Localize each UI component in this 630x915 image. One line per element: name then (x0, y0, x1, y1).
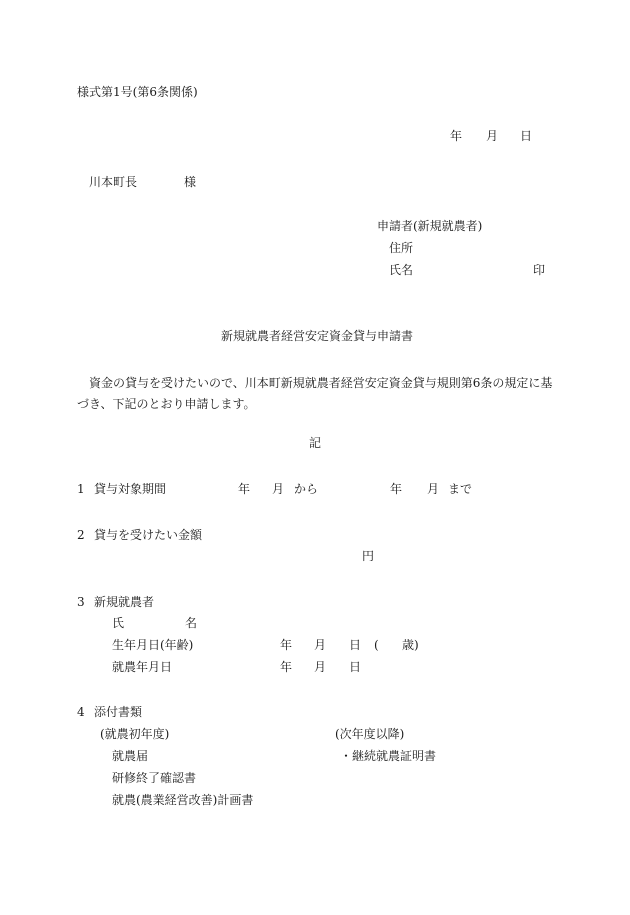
item4-later-year-heading: (次年度以降) (335, 727, 405, 741)
item4-later-doc-1: ・継続就農証明書 (340, 749, 437, 763)
item3-start-month: 月 (314, 660, 327, 674)
item1-to-month: 月 (427, 482, 440, 496)
item4-label: 添付書類 (94, 705, 143, 719)
item4-first-doc-1: 就農届 (112, 749, 149, 763)
item3-start-year: 年 (280, 660, 293, 674)
item1-from-word: から (294, 482, 319, 496)
item2-label: 貸与を受けたい金額 (94, 528, 203, 542)
addressee-honorific: 様 (184, 175, 197, 189)
document-title: 新規就農者経営安定資金貸与申請書 (221, 329, 414, 343)
date-month-label: 月 (486, 129, 499, 143)
item4-first-doc-3: 就農(農業経営改善)計画書 (112, 793, 254, 807)
item2-unit: 円 (362, 549, 375, 563)
item1-from-year: 年 (238, 482, 251, 496)
item3-name-label-a: 氏 (112, 616, 125, 630)
item3-birth-month: 月 (314, 638, 327, 652)
item2-number: 2 (77, 528, 85, 542)
item3-birth-year: 年 (280, 638, 293, 652)
applicant-title: 申請者(新規就農者) (377, 219, 483, 233)
item1-from-month: 月 (272, 482, 285, 496)
item3-start-day: 日 (349, 660, 362, 674)
item3-number: 3 (77, 595, 85, 609)
item3-birth-day: 日 (349, 638, 362, 652)
applicant-address-label: 住所 (389, 241, 414, 255)
notation-ki: 記 (308, 436, 321, 450)
item4-first-doc-2: 研修終了確認書 (112, 771, 197, 785)
seal-mark: 印 (533, 263, 546, 277)
item4-first-year-heading: (就農初年度) (100, 727, 170, 741)
item3-label: 新規就農者 (94, 595, 155, 609)
date-year-label: 年 (450, 129, 463, 143)
body-paragraph: 資金の貸与を受けたいので、川本町新規就農者経営安定資金貸与規則第6条の規定に基づき、下記のとおり申請します。 (77, 376, 553, 411)
item3-age-close: 歳) (402, 638, 419, 652)
applicant-name-label: 氏名 (389, 263, 414, 277)
item3-start-label: 就農年月日 (112, 660, 173, 674)
item3-age-open: ( (374, 638, 379, 652)
item1-to-word: まで (448, 482, 473, 496)
form-label: 様式第1号(第6条関係) (77, 85, 198, 99)
item1-label: 貸与対象期間 (94, 482, 167, 496)
item3-name-label-b: 名 (185, 616, 198, 630)
addressee-name: 川本町長 (89, 175, 138, 189)
date-day-label: 日 (520, 129, 533, 143)
item1-to-year: 年 (390, 482, 403, 496)
item4-number: 4 (77, 705, 85, 719)
item1-number: 1 (77, 482, 85, 496)
item3-birth-label: 生年月日(年齢) (112, 638, 194, 652)
